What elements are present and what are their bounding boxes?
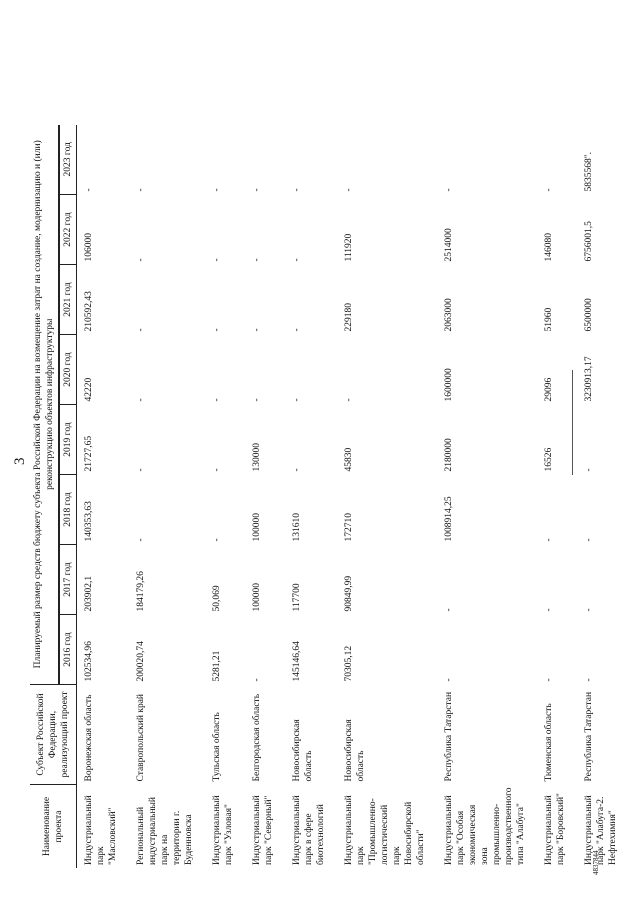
value-cell: - xyxy=(292,258,302,262)
value-cell: - xyxy=(252,188,262,192)
table-row xyxy=(577,125,629,868)
value-cell: - xyxy=(136,538,146,542)
value-cell: 70305,12 xyxy=(344,645,354,682)
value-cell: 131610 xyxy=(292,513,302,542)
value-cell: 145146,64 xyxy=(292,641,302,682)
value-cell: - xyxy=(252,328,262,332)
project-name-cell: Индустриальный парк "Алабуга-2. Нефтехимия" xyxy=(584,795,618,865)
header-planned: Планируемый размер средств бюджету субъекта Российской Федерации на возмещение затрат на создание, модернизацию и (или) реконструкцию объектов инфраструктуры xyxy=(30,125,59,685)
value-cell: 3230913,17 xyxy=(584,356,594,402)
table-row xyxy=(129,125,205,868)
table-row xyxy=(205,125,245,868)
project-name-cell: Индустриальный парк "Масловский" xyxy=(84,795,118,865)
year-header: 2022 год xyxy=(60,195,77,265)
value-cell: - xyxy=(584,468,594,472)
year-header: 2016 год xyxy=(60,615,77,685)
year-header: 2019 год xyxy=(60,405,77,475)
value-cell: 29096 xyxy=(544,377,554,402)
value-cell: - xyxy=(136,328,146,332)
value-cell: 2180000 xyxy=(444,438,454,472)
value-cell: - xyxy=(544,608,554,612)
header-subject: Субъект Российской Федерации, реализующий проект xyxy=(30,685,77,785)
value-cell: 51960 xyxy=(544,307,554,332)
value-cell: - xyxy=(84,188,94,192)
value-cell: - xyxy=(212,328,222,332)
value-cell: - xyxy=(252,398,262,402)
doc-id: 4837844 xyxy=(592,850,600,875)
budget-table xyxy=(30,125,629,868)
year-header: 2023 год xyxy=(60,125,77,195)
table-row xyxy=(437,125,537,868)
value-cell: 203902,1 xyxy=(84,575,94,612)
value-cell: 6500000 xyxy=(584,298,594,332)
value-cell: - xyxy=(444,678,454,682)
value-cell: 5835568". xyxy=(584,152,594,192)
value-cell: 184179,26 xyxy=(136,571,146,612)
value-cell: 16526 xyxy=(544,447,554,472)
table-row xyxy=(537,125,577,868)
table-row xyxy=(77,125,130,868)
signature-line xyxy=(572,370,573,475)
region-cell: Белгородская область xyxy=(252,693,262,782)
year-header: 2017 год xyxy=(60,545,77,615)
value-cell: 210592,43 xyxy=(84,291,94,332)
project-name-cell: Индустриальный парк "Боровский" xyxy=(544,793,566,865)
year-header: 2021 год xyxy=(60,265,77,335)
region-cell: Новосибирская область xyxy=(344,719,366,782)
project-name-cell: Индустриальный парк "Узловая" xyxy=(212,795,234,865)
value-cell: 1600000 xyxy=(444,368,454,402)
value-cell: - xyxy=(292,188,302,192)
project-name-cell: Индустриальный парк "Особая экономическая зона промышленно-производственного типа "Алабуга" xyxy=(444,787,526,865)
value-cell: 140353,63 xyxy=(84,501,94,542)
value-cell: 106000 xyxy=(84,233,94,262)
value-cell: - xyxy=(212,188,222,192)
value-cell: 229180 xyxy=(344,303,354,332)
value-cell: - xyxy=(584,538,594,542)
value-cell: 100000 xyxy=(252,513,262,542)
year-header: 2018 год xyxy=(60,475,77,545)
value-cell: 50,069 xyxy=(212,585,222,612)
table-row xyxy=(245,125,285,868)
region-cell: Республика Татарстан xyxy=(584,691,594,782)
value-cell: - xyxy=(212,538,222,542)
project-name-cell: Региональный индустриальный парк на территории г. Буденновска xyxy=(136,797,194,865)
value-cell: - xyxy=(544,678,554,682)
project-name-cell: Индустриальный парк "Северный" xyxy=(252,795,274,865)
value-cell: - xyxy=(292,328,302,332)
region-cell: Ставропольский край xyxy=(136,694,146,782)
value-cell: - xyxy=(292,398,302,402)
value-cell: 200020,74 xyxy=(136,641,146,682)
region-cell: Новосибирская область xyxy=(292,719,314,782)
value-cell: 45830 xyxy=(344,447,354,472)
value-cell: 2514000 xyxy=(444,228,454,262)
value-cell: - xyxy=(136,258,146,262)
value-cell: 2063000 xyxy=(444,298,454,332)
value-cell: 117700 xyxy=(292,583,302,612)
value-cell: - xyxy=(444,608,454,612)
value-cell: - xyxy=(344,398,354,402)
value-cell: 146080 xyxy=(544,233,554,262)
value-cell: - xyxy=(292,468,302,472)
value-cell: - xyxy=(212,258,222,262)
table-row xyxy=(337,125,437,868)
value-cell: - xyxy=(544,538,554,542)
value-cell: 42220 xyxy=(84,377,94,402)
value-cell: 6756001,5 xyxy=(584,221,594,262)
value-cell: 1008914,25 xyxy=(444,496,454,542)
value-cell: - xyxy=(344,188,354,192)
value-cell: - xyxy=(136,398,146,402)
region-cell: Воронежская область xyxy=(84,694,94,782)
value-cell: 172710 xyxy=(344,513,354,542)
value-cell: - xyxy=(444,188,454,192)
value-cell: 111920 xyxy=(344,233,354,262)
value-cell: 21727,65 xyxy=(84,435,94,472)
value-cell: - xyxy=(544,188,554,192)
value-cell: 130000 xyxy=(252,443,262,472)
value-cell: - xyxy=(584,608,594,612)
value-cell: 90849,99 xyxy=(344,575,354,612)
value-cell: - xyxy=(136,188,146,192)
value-cell: - xyxy=(252,258,262,262)
year-header: 2020 год xyxy=(60,335,77,405)
value-cell: - xyxy=(584,678,594,682)
region-cell: Тульская область xyxy=(212,712,222,782)
value-cell: 5281,21 xyxy=(212,650,222,682)
table-row xyxy=(285,125,337,868)
page-number: 3 xyxy=(12,457,28,465)
project-name-cell: Индустриальный парк "Промышленно-логистический парк Новосибирской области" xyxy=(344,795,426,865)
header-project-name: Наименование проекта xyxy=(30,785,77,868)
region-cell: Тюменская область xyxy=(544,703,554,782)
value-cell: - xyxy=(212,398,222,402)
value-cell: - xyxy=(212,468,222,472)
value-cell: - xyxy=(252,678,262,682)
region-cell: Республика Татарстан xyxy=(444,691,454,782)
value-cell: - xyxy=(136,468,146,472)
table-body xyxy=(77,125,630,868)
value-cell: 100000 xyxy=(252,583,262,612)
value-cell: 102534,96 xyxy=(84,641,94,682)
project-name-cell: Индустриальный парк в сфере биотехнологий xyxy=(292,795,326,865)
